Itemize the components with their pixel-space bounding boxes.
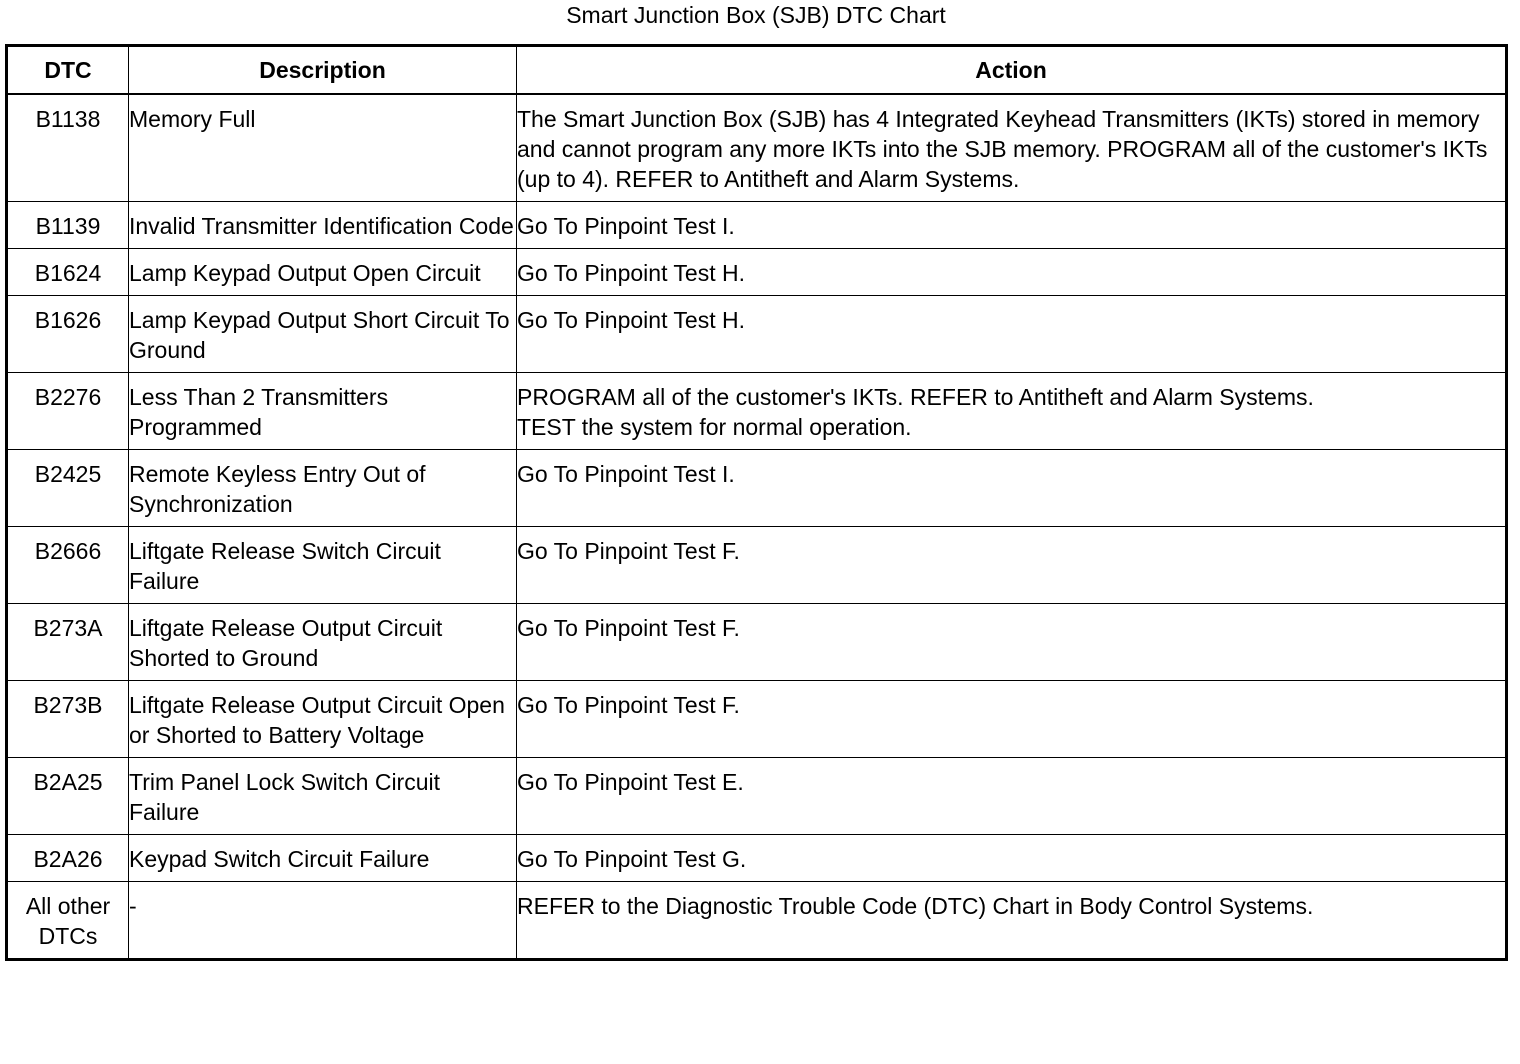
dtc-description: Liftgate Release Output Circuit Open or Shorted to Battery Voltage bbox=[129, 681, 517, 758]
table-row bbox=[7, 882, 1507, 960]
dtc-description: Less Than 2 Transmitters Programmed bbox=[129, 373, 517, 450]
dtc-description: Remote Keyless Entry Out of Synchronization bbox=[129, 450, 517, 527]
dtc-action: REFER to the Diagnostic Trouble Code (DTC) Chart in Body Control Systems. bbox=[517, 882, 1507, 960]
dtc-code: B2666 bbox=[7, 527, 129, 604]
dtc-code: B1139 bbox=[7, 202, 129, 249]
table-header-row bbox=[7, 46, 1507, 95]
dtc-action: Go To Pinpoint Test I. bbox=[517, 202, 1507, 249]
dtc-code: B273B bbox=[7, 681, 129, 758]
dtc-description: Keypad Switch Circuit Failure bbox=[129, 835, 517, 882]
column-header-dtc: DTC bbox=[7, 46, 129, 95]
table-row bbox=[7, 681, 1507, 758]
table-row bbox=[7, 450, 1507, 527]
column-header-description: Description bbox=[129, 46, 517, 95]
table-row bbox=[7, 527, 1507, 604]
dtc-description: - bbox=[129, 882, 517, 960]
dtc-action: Go To Pinpoint Test E. bbox=[517, 758, 1507, 835]
dtc-code: B1626 bbox=[7, 296, 129, 373]
table-row bbox=[7, 202, 1507, 249]
dtc-code: B2425 bbox=[7, 450, 129, 527]
dtc-action-line: PROGRAM all of the customer's IKTs. REFER to Antitheft and Alarm Systems. bbox=[517, 384, 1314, 410]
dtc-action: Go To Pinpoint Test F. bbox=[517, 681, 1507, 758]
table-row bbox=[7, 604, 1507, 681]
dtc-action: The Smart Junction Box (SJB) has 4 Integrated Keyhead Transmitters (IKTs) stored in memory and cannot program any more IKTs into the SJB memory. PROGRAM all of the customer's IKTs (up to 4). REFER to Antitheft and Alarm Systems. bbox=[517, 94, 1507, 202]
table-row bbox=[7, 373, 1507, 450]
table-row bbox=[7, 835, 1507, 882]
dtc-description: Trim Panel Lock Switch Circuit Failure bbox=[129, 758, 517, 835]
dtc-code: B273A bbox=[7, 604, 129, 681]
dtc-action: Go To Pinpoint Test H. bbox=[517, 249, 1507, 296]
dtc-description: Liftgate Release Switch Circuit Failure bbox=[129, 527, 517, 604]
table-row bbox=[7, 94, 1507, 202]
dtc-code: B2276 bbox=[7, 373, 129, 450]
dtc-code: B2A25 bbox=[7, 758, 129, 835]
dtc-code: All other DTCs bbox=[7, 882, 129, 960]
table-row bbox=[7, 249, 1507, 296]
dtc-description: Memory Full bbox=[129, 94, 517, 202]
dtc-description: Invalid Transmitter Identification Code bbox=[129, 202, 517, 249]
dtc-action: Go To Pinpoint Test F. bbox=[517, 604, 1507, 681]
dtc-description: Lamp Keypad Output Short Circuit To Ground bbox=[129, 296, 517, 373]
dtc-code: B1138 bbox=[7, 94, 129, 202]
dtc-action: Go To Pinpoint Test F. bbox=[517, 527, 1507, 604]
dtc-action-line: TEST the system for normal operation. bbox=[517, 414, 912, 440]
dtc-table bbox=[5, 44, 1508, 961]
dtc-description: Liftgate Release Output Circuit Shorted to Ground bbox=[129, 604, 517, 681]
dtc-description: Lamp Keypad Output Open Circuit bbox=[129, 249, 517, 296]
dtc-code: B2A26 bbox=[7, 835, 129, 882]
column-header-action: Action bbox=[517, 46, 1507, 95]
dtc-action: Go To Pinpoint Test G. bbox=[517, 835, 1507, 882]
table-row bbox=[7, 296, 1507, 373]
dtc-action: Go To Pinpoint Test I. bbox=[517, 450, 1507, 527]
table-row bbox=[7, 758, 1507, 835]
page-title: Smart Junction Box (SJB) DTC Chart bbox=[566, 2, 946, 28]
dtc-action: Go To Pinpoint Test H. bbox=[517, 296, 1507, 373]
dtc-code: B1624 bbox=[7, 249, 129, 296]
dtc-action bbox=[517, 373, 1507, 450]
